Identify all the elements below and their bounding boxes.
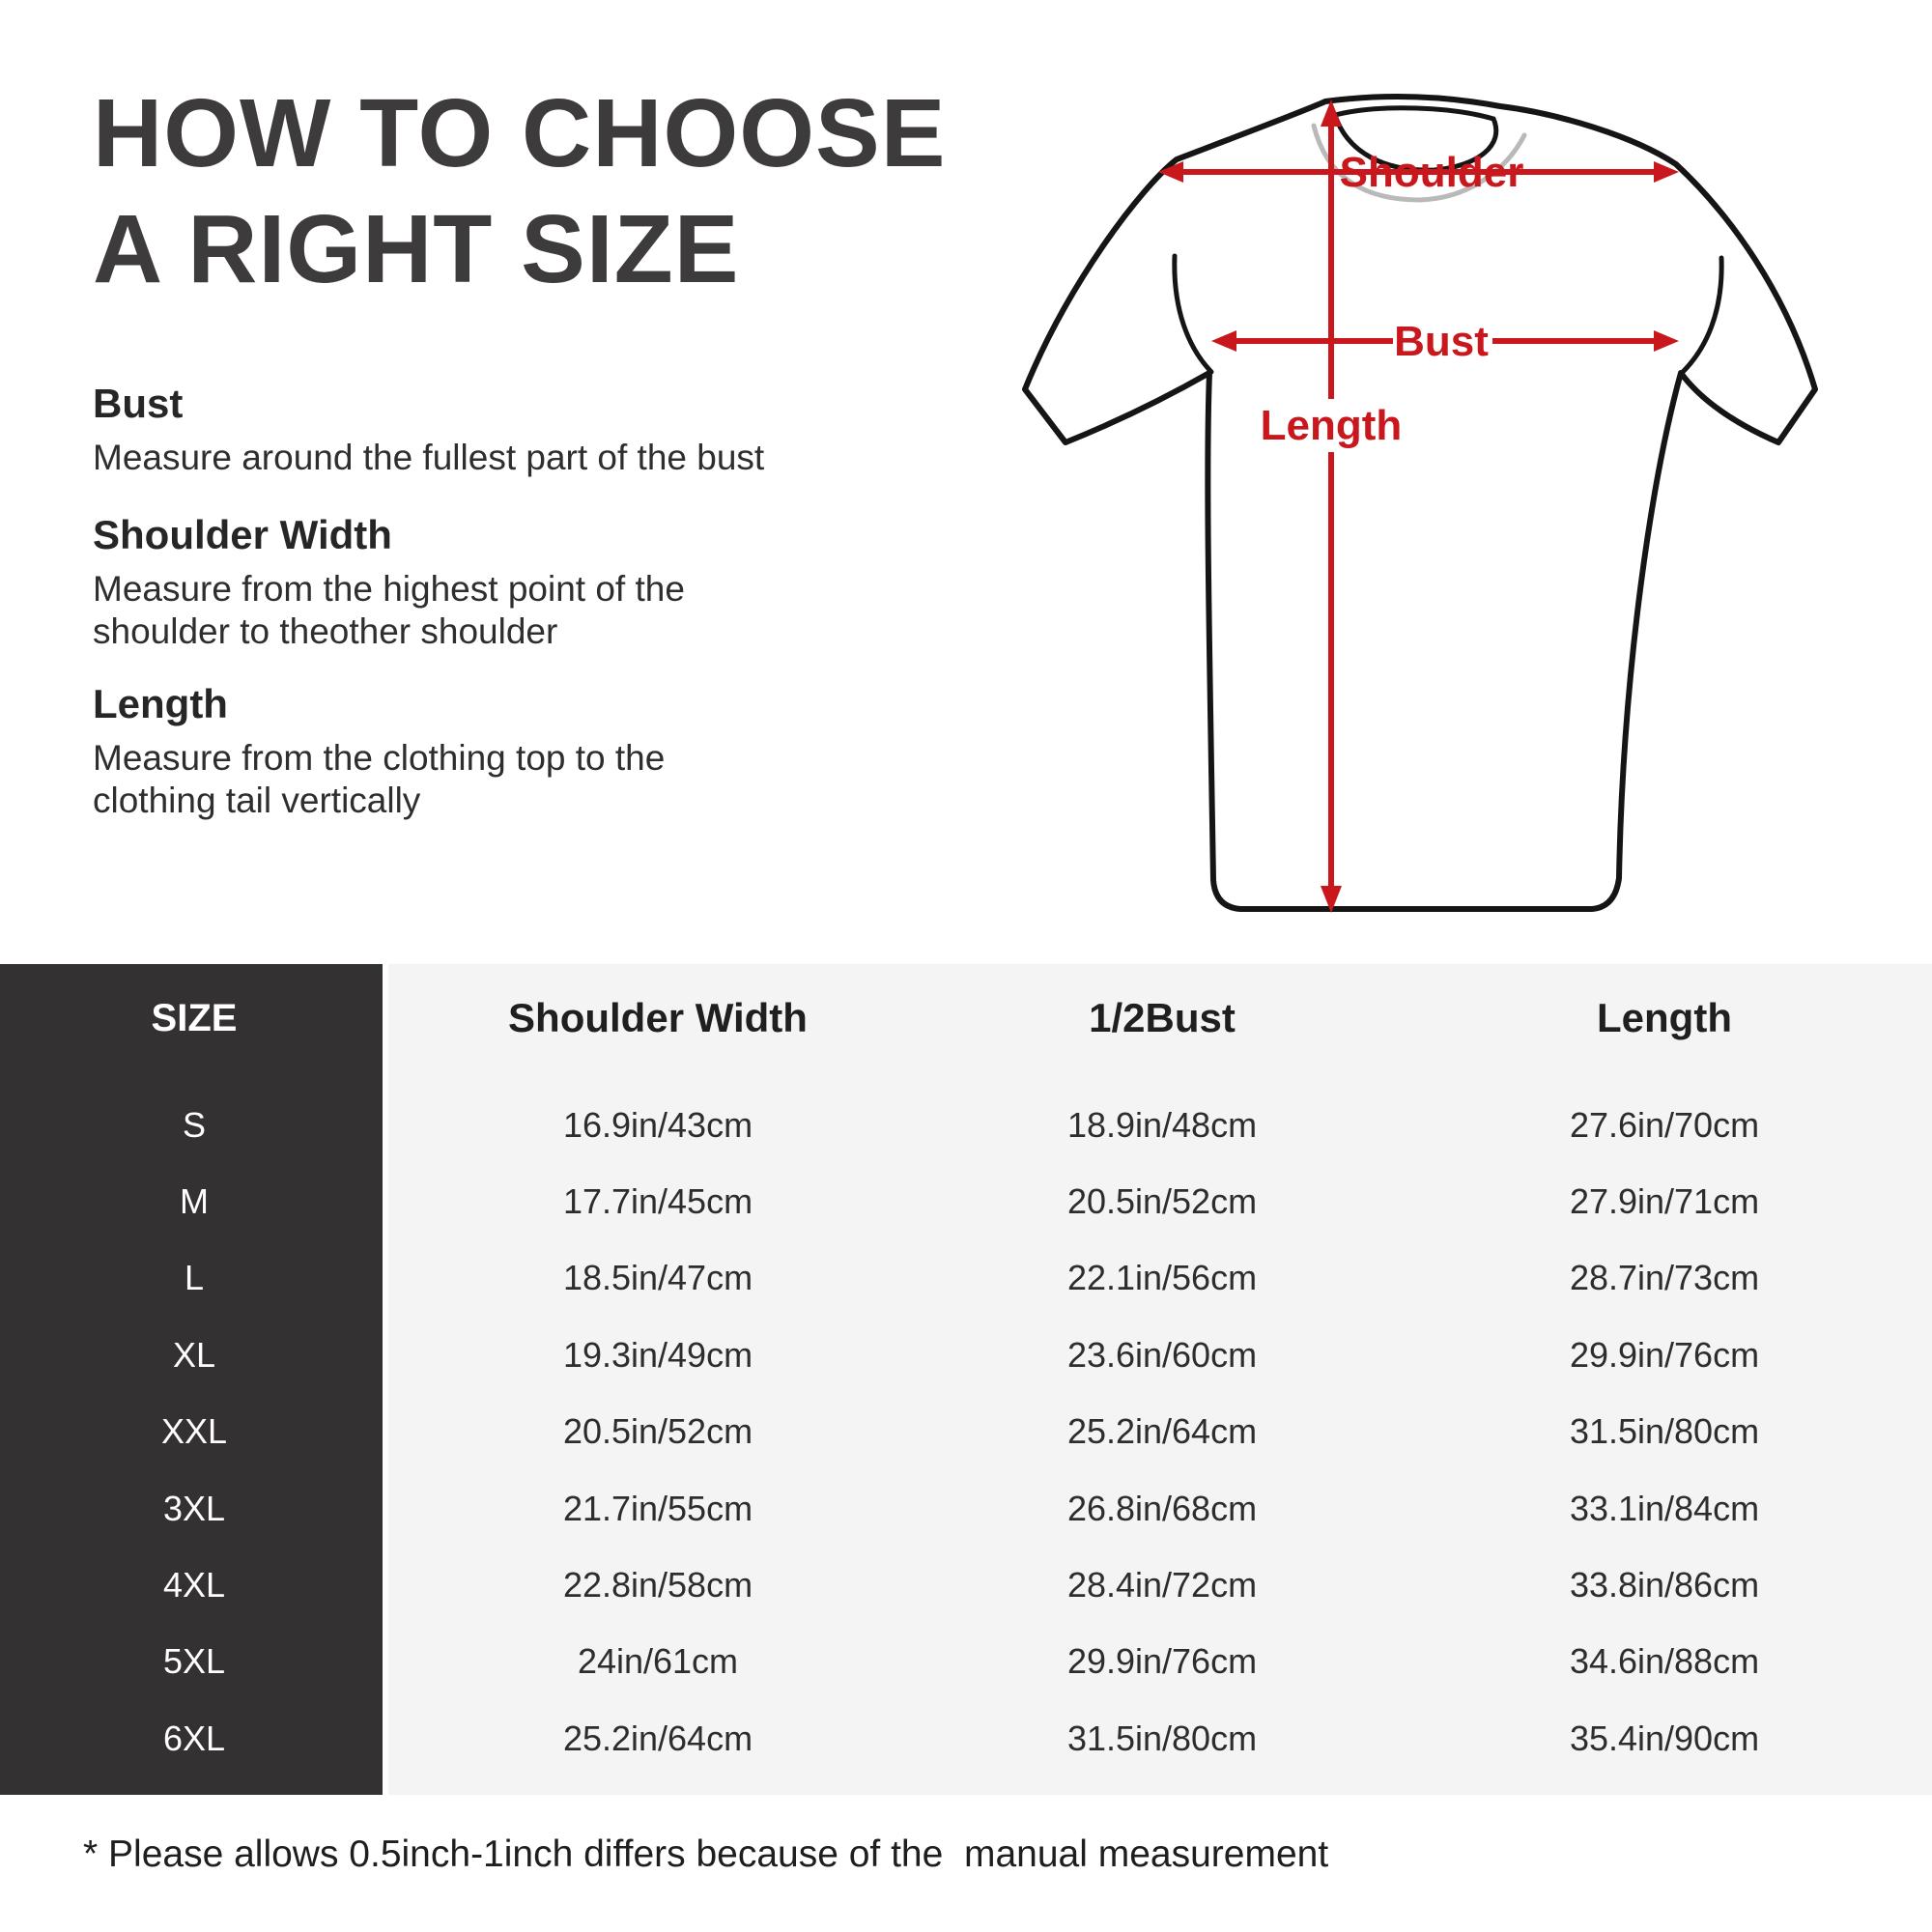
shoulder-cell: 22.8in/58cm [562,1565,753,1605]
shoulder-cell: 18.5in/47cm [562,1258,753,1298]
shoulder-cell: 19.3in/49cm [562,1334,753,1375]
size-label: 5XL [162,1641,226,1682]
size-table-grid [0,964,1932,1795]
bust-cell: 25.2in/64cm [1066,1411,1258,1452]
length-cell: 33.1in/84cm [1569,1488,1760,1528]
size-label: S [182,1104,206,1145]
size-label: 3XL [162,1488,226,1528]
length-label: Length [1260,402,1403,449]
shoulder-cell: 16.9in/43cm [562,1104,753,1145]
length-cell: 27.9in/71cm [1569,1181,1760,1222]
instruction-shoulder-text-line1: Measure from the highest point of the [93,569,685,609]
bust-cell: 20.5in/52cm [1066,1181,1258,1222]
column-header-length: Length [1597,995,1732,1040]
bust-cell: 23.6in/60cm [1066,1334,1258,1375]
length-cell: 35.4in/90cm [1569,1718,1760,1758]
length-cell: 28.7in/73cm [1569,1258,1760,1298]
shoulder-cell: 17.7in/45cm [562,1181,753,1222]
size-label: XL [172,1334,216,1375]
instruction-shoulder-text-line2: shoulder to theother shoulder [93,611,558,651]
length-cell: 29.9in/76cm [1569,1334,1760,1375]
length-cell: 33.8in/86cm [1569,1565,1760,1605]
size-label: XXL [160,1411,228,1452]
column-header-half-bust: 1/2Bust [1089,995,1236,1040]
size-label: 6XL [162,1718,226,1758]
instruction-shoulder-heading: Shoulder Width [93,512,392,557]
shoulder-cell: 24in/61cm [577,1641,739,1682]
length-cell: 27.6in/70cm [1569,1104,1760,1145]
size-label: L [184,1258,205,1298]
bust-cell: 22.1in/56cm [1066,1258,1258,1298]
bust-label: Bust [1394,318,1489,365]
bust-cell: 18.9in/48cm [1066,1104,1258,1145]
instruction-length-text-line2: clothing tail vertically [93,781,421,820]
title-line-2: A RIGHT SIZE [93,195,740,303]
shoulder-cell: 20.5in/52cm [562,1411,753,1452]
instruction-bust-text: Measure around the fullest part of the bust [93,438,765,477]
column-header-shoulder-width: Shoulder Width [508,995,808,1040]
instruction-length [93,681,827,822]
bust-cell: 29.9in/76cm [1066,1641,1258,1682]
size-label: M [180,1181,209,1222]
instruction-shoulder-width [93,512,827,653]
column-header-size: SIZE [151,996,238,1039]
instruction-bust [93,381,827,479]
bust-cell: 28.4in/72cm [1066,1565,1258,1605]
page-title [93,75,946,307]
instruction-bust-heading: Bust [93,381,184,426]
title-line-1: HOW TO CHOOSE [93,79,947,187]
shoulder-label: Shoulder [1339,149,1524,196]
measurement-disclaimer: * Please allows 0.5inch-1inch differs because of the manual measurement [83,1833,1329,1875]
bust-cell: 31.5in/80cm [1066,1718,1258,1758]
size-table [0,964,1932,1795]
bust-cell: 26.8in/68cm [1066,1488,1258,1528]
length-cell: 31.5in/80cm [1569,1411,1760,1452]
instruction-length-text-line1: Measure from the clothing top to the [93,738,666,778]
tshirt-outline [1025,97,1815,909]
instruction-length-heading: Length [93,681,228,726]
tshirt-measurement-diagram [995,53,1845,923]
size-label: 4XL [162,1565,226,1605]
length-cell: 34.6in/88cm [1569,1641,1760,1682]
header-spacer [0,1072,1932,1087]
shoulder-cell: 21.7in/55cm [562,1488,753,1528]
shoulder-cell: 25.2in/64cm [562,1718,753,1758]
